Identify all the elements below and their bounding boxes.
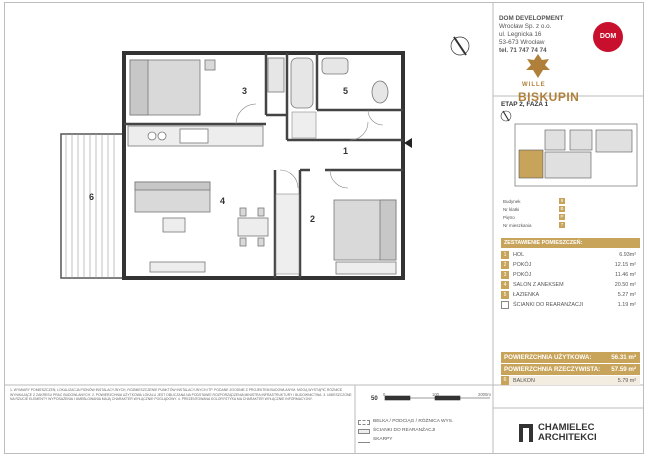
balcony-area bbox=[61, 134, 123, 278]
balcony-name: BALKON bbox=[513, 378, 535, 384]
architect-line1: CHAMIELEC bbox=[538, 422, 595, 433]
room-row bbox=[501, 260, 640, 270]
room-no bbox=[501, 301, 509, 309]
living-room-furniture bbox=[135, 182, 268, 272]
developer-info bbox=[499, 15, 563, 55]
usable-area-value: 56.31 m² bbox=[611, 354, 636, 361]
scale-tick: 0 bbox=[383, 392, 386, 397]
meta-label: Piętro bbox=[503, 215, 515, 220]
meta-value: 6 bbox=[560, 198, 564, 203]
room-row bbox=[501, 280, 640, 290]
room-no: 2 bbox=[501, 261, 509, 269]
legend-swatch-slopes bbox=[358, 438, 370, 443]
developer-city: 53-673 Wrocław bbox=[499, 39, 545, 46]
room-row bbox=[501, 290, 640, 300]
plan-room-number-6: 6 bbox=[89, 192, 95, 202]
legend-swatch-walls bbox=[358, 429, 370, 434]
scale-tick: 100 bbox=[432, 392, 439, 397]
room-row bbox=[501, 270, 640, 280]
developer-company: Wrocław Sp. z o.o. bbox=[499, 23, 552, 30]
compass-icon bbox=[451, 37, 469, 55]
legend-beam: BELKA / PODCIĄG / RÓŻNICA WYS. bbox=[373, 419, 454, 424]
leaf-logo-icon bbox=[524, 52, 552, 80]
meta-label: Nr klatki bbox=[503, 207, 520, 212]
architect-name bbox=[538, 423, 597, 443]
meta-row-apartment bbox=[501, 222, 640, 229]
room-name: POKÓJ bbox=[513, 272, 532, 278]
notes-text: 1. WYMIARY POMIESZCZEŃ, LOKALIZACJA PIONÓW INSTALACYJNYCH, ROZMIESZCZENIE PUNKTÓW INSTALACYJNYCH ITP. PODANE ZGODNIE Z PROJEKTEM BUDOWLANYM. MOGĄ WYSTĄPIĆ RÓŻNICE WYNIKAJĄCE Z ZAKRESU PRAC BUDOWLANYCH. 2. POWIERZCHNIA UŻYTKOWA LOKALU JEST OBLICZANA NA PODSTAWIE ROZPORZĄDZENIA MINISTRA INFRASTRUKTURY I BUDOWNICTWA. 3. UMIESZCZONE NA RZUCIE ELEMENTY WYPOSAŻENIA I UMEBLOWANIA MAJĄ CHARAKTER WYŁĄCZNIE POGLĄDOWY. 4. PREZENTOWANA KOLORYSTYKA MA CHARAKTER WYŁĄCZNIE INFORMACYJNY. bbox=[10, 388, 352, 402]
room-name: HOL bbox=[513, 252, 525, 258]
architect-line2: ARCHITEKCI bbox=[538, 432, 597, 443]
plan-room-number-5: 5 bbox=[343, 86, 349, 96]
room-row bbox=[501, 300, 640, 310]
usable-area-label: POWIERZCHNIA UŻYTKOWA: bbox=[504, 354, 592, 361]
room-area: 20.50 m² bbox=[614, 282, 636, 288]
rooms-header: ZESTAWIENIE POMIESZCZEŃ: bbox=[501, 238, 640, 248]
small-compass-icon bbox=[501, 111, 511, 121]
balcony-area: 5.79 m² bbox=[617, 378, 636, 384]
rearrangement-walls bbox=[276, 112, 316, 274]
architect-logo-icon bbox=[518, 423, 534, 443]
brand-title: BISKUPIN bbox=[518, 90, 580, 104]
usable-area-row bbox=[501, 352, 640, 363]
plan-room-number-1: 1 bbox=[343, 146, 349, 156]
room-area: 11.46 m² bbox=[615, 272, 636, 278]
meta-row-floor bbox=[501, 214, 640, 221]
bed-room-2 bbox=[334, 200, 396, 274]
balcony-row bbox=[501, 376, 640, 385]
room-row bbox=[501, 250, 640, 260]
scale-ratio: 50 bbox=[371, 396, 378, 402]
room-area: 12.15 m² bbox=[614, 262, 636, 268]
legend-swatch-beam bbox=[358, 420, 370, 425]
meta-value: P bbox=[560, 214, 564, 219]
bed-room-3 bbox=[130, 60, 215, 115]
room-name: ŚCIANKI DO REARANŻACJI bbox=[513, 302, 584, 308]
room-no: 4 bbox=[501, 281, 509, 289]
key-plan bbox=[515, 124, 637, 186]
room-area: 1.19 m² bbox=[617, 302, 636, 308]
plan-room-number-3: 3 bbox=[242, 86, 248, 96]
meta-label: Budynek bbox=[503, 199, 521, 204]
scale-tick: 2000m bbox=[478, 392, 491, 397]
developer-street: ul. Legnicka 16 bbox=[499, 31, 542, 38]
developer-name: DOM DEVELOPMENT bbox=[499, 15, 564, 22]
room-area: 5.27 m² bbox=[617, 292, 636, 298]
kitchen-counter bbox=[128, 126, 263, 146]
brand-subtitle: WILLE bbox=[522, 82, 546, 88]
developer-phone: tel. 71 747 74 74 bbox=[499, 47, 547, 54]
legend-walls: ŚCIANKI DO REARANŻACJI bbox=[373, 428, 436, 433]
room-name: POKÓJ bbox=[513, 262, 532, 268]
balcony-no: 6 bbox=[501, 376, 509, 385]
plan-room-number-4: 4 bbox=[220, 196, 226, 206]
meta-label: Nr mieszkania bbox=[503, 223, 532, 228]
meta-row-building bbox=[501, 198, 640, 205]
plan-room-number-2: 2 bbox=[310, 214, 316, 224]
room-no: 3 bbox=[501, 271, 509, 279]
real-area-label: POWIERZCHNIA RZECZYWISTA: bbox=[504, 366, 601, 373]
legend-slopes: SKARPY bbox=[373, 437, 393, 442]
room-no: 1 bbox=[501, 251, 509, 259]
real-area-row bbox=[501, 364, 640, 375]
meta-row-staircase bbox=[501, 206, 640, 213]
stage-label: ETAP 2, FAZA 1 bbox=[501, 101, 549, 108]
developer-logo: DOM bbox=[593, 22, 623, 52]
meta-value: 7 bbox=[560, 222, 564, 227]
room-name: ŁAZIENKA bbox=[513, 292, 540, 298]
meta-value: B bbox=[560, 206, 564, 211]
room-name: SALON Z ANEKSEM bbox=[513, 282, 564, 288]
real-area-value: 57.59 m² bbox=[611, 366, 636, 373]
entrance-arrow bbox=[404, 138, 412, 148]
room-no: 5 bbox=[501, 291, 509, 299]
room-area: 6.93m² bbox=[619, 252, 636, 258]
